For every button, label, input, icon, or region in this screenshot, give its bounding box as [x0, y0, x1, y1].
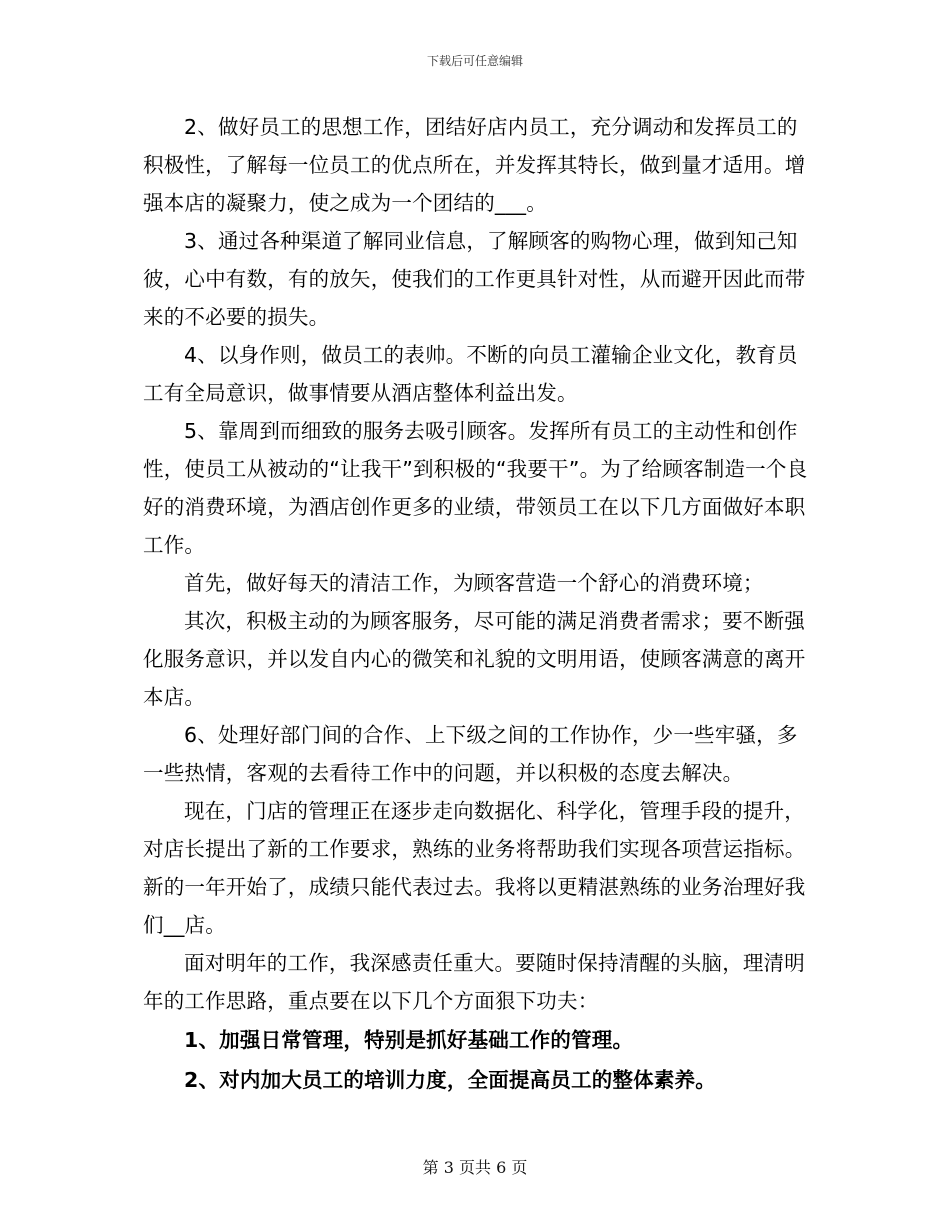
paragraph-next-year: 面对明年的工作，我深感责任重大。要随时保持清醒的头脑，理清明年的工作思路，重点要在以下几个方面狠下功夫： — [143, 951, 805, 1013]
page-number: 第 3 页共 6 页 — [422, 1158, 528, 1177]
paragraph-second: 其次，积极主动的为顾客服务，尽可能的满足消费者需求；要不断强化服务意识，并以发自内心的微笑和礼貌的文明用语，使顾客满意的离开本店。 — [143, 609, 806, 709]
paragraph-item-6: 6、处理好部门间的合作、上下级之间的工作协作，少一些牢骚，多一些热情，客观的去看待工作中的问题，并以积极的态度去解决。 — [143, 723, 798, 785]
document-body — [143, 108, 811, 1100]
paragraph-management: 现在，门店的管理正在逐步走向数据化、科学化，管理手段的提升，对店长提出了新的工作要求，熟练的业务将帮助我们实现各项营运指标。新的一年开始了，成绩只能代表过去。我将以更精湛熟练的业务治理好我们__店。 — [143, 799, 806, 937]
paragraph-item-3: 3、通过各种渠道了解同业信息，了解顾客的购物心理，做到知己知彼，心中有数，有的放矢，使我们的工作更具针对性，从而避开因此而带来的不必要的损失。 — [143, 229, 806, 329]
paragraph-item-4: 4、以身作则，做员工的表帅。不断的向员工灌输企业文化，教育员工有全局意识，做事情要从酒店整体利益出发。 — [143, 343, 798, 405]
paragraph-first: 首先，做好每天的清洁工作，为顾客营造一个舒心的消费环境； — [184, 571, 764, 595]
paragraph-item-2: 2、做好员工的思想工作，团结好店内员工，充分调动和发挥员工的积极性，了解每一位员工的优点所在，并发挥其特长，做到量才适用。增强本店的凝聚力，使之成为一个团结的___。 — [143, 115, 806, 215]
paragraph-item-5: 5、靠周到而细致的服务去吸引顾客。发挥所有员工的主动性和创作性，使员工从被动的“让我干”到积极的“我要干”。为了给顾客制造一个良好的消费环境，为酒店创作更多的业绩，带领员工在以下几方面做好本职工作。 — [143, 419, 808, 557]
bold-point-2: 2、对内加大员工的培训力度，全面提高员工的整体素养。 — [184, 1068, 716, 1092]
bold-point-1: 1、加强日常管理，特别是抓好基础工作的管理。 — [184, 1028, 634, 1052]
page-header: 下载后可任意编辑 — [426, 54, 523, 68]
